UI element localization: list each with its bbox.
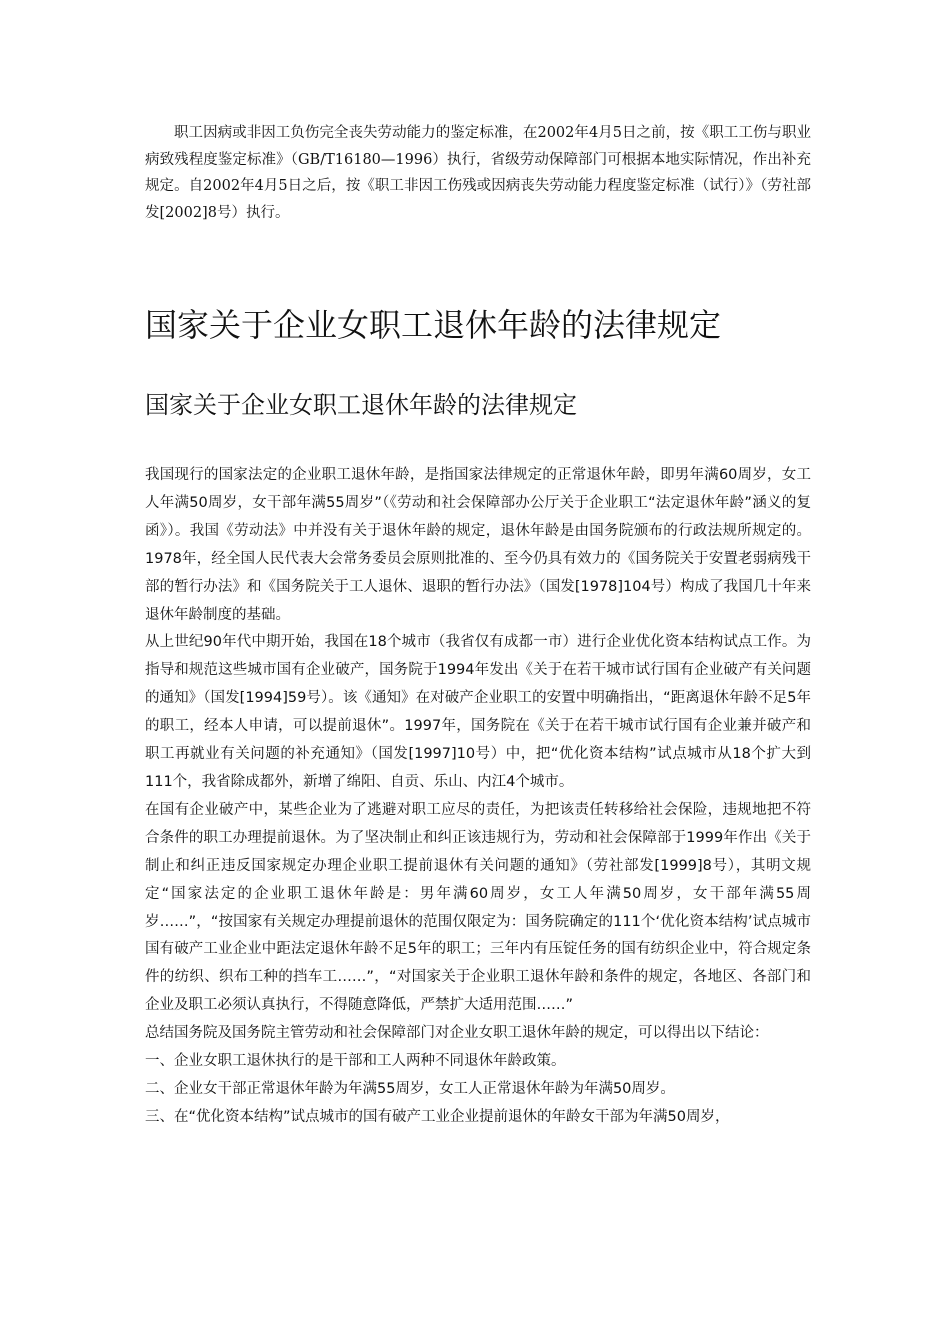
body-paragraph: 总结国务院及国务院主管劳动和社会保障部门对企业女职工退休年龄的规定，可以得出以下结论：	[145, 1025, 769, 1042]
conclusion-item: 一、企业女职工退休执行的是干部和工人两种不同退休年龄政策。	[145, 1053, 566, 1070]
conclusion-item: 二、企业女干部正常退休年龄为年满55周岁，女工人正常退休年龄为年满50周岁。	[145, 1080, 675, 1097]
body-paragraph: 从上世纪90年代中期开始，我国在18个城市（我省仅有成都一市）进行企业优化资本结构试点工作。为指导和规范这些城市国有企业破产，国务院于1994年发出《关于在若干城市试行国有企业破产有关问题的通知》（国发[1994]59号）。该《通知》在对破产企业职工的安置中明确指出，“距离退休年龄不足5年的职工，经本人申请，可以提前退休”。1997年，国务院在《关于在若干城市试行国有企业兼并破产和职工再就业有关问题的补充通知》（国发[1997]10号）中，把“优化资本结构”试点城市从18个扩大到111个，我省除成都外，新增了绵阳、自贡、乐山、内江4个城市。	[145, 634, 811, 790]
body-paragraph: 在国有企业破产中，某些企业为了逃避对职工应尽的责任，为把该责任转移给社会保险，违规地把不符合条件的职工办理提前退休。为了坚决制止和纠正该违规行为，劳动和社会保障部于1999年作出《关于制止和纠正违反国家规定办理企业职工提前退休有关问题的通知》（劳社部发[1999]8号），其明文规定“国家法定的企业职工退休年龄是：男年满60周岁，女工人年满50周岁，女干部年满55周岁……”，“按国家有关规定办理提前退休的范围仅限定为：国务院确定的111个‘优化资本结构’试点城市国有破产工业企业中距法定退休年龄不足5年的职工；三年内有压锭任务的国有纺织企业中，符合规定条件的纺织、织布工种的挡车工……”，“对国家关于企业职工退休年龄和条件的规定，各地区、各部门和企业及职工必须认真执行，不得随意降低，严禁扩大适用范围……”	[145, 801, 811, 1014]
body-paragraph: 我国现行的国家法定的企业职工退休年龄，是指国家法律规定的正常退休年龄，即男年满60周岁，女工人年满50周岁，女干部年满55周岁”（《劳动和社会保障部办公厅关于企业职工“法定退休年龄”涵义的复函》）。我国《劳动法》中并没有关于退休年龄的规定，退休年龄是由国务院颁布的行政法规所规定的。1978年，经全国人民代表大会常务委员会原则批准的、至今仍具有效力的《国务院关于安置老弱病残干部的暂行办法》和《国务院关于工人退休、退职的暂行办法》（国发[1978]104号）构成了我国几十年来退休年龄制度的基础。	[145, 467, 811, 623]
intro-paragraph: 职工因病或非因工负伤完全丧失劳动能力的鉴定标准，在2002年4月5日之前，按《职工工伤与职业病致残程度鉴定标准》（GB/T16180—1996）执行，省级劳动保障部门可根据本地实际情况，作出补充规定。自2002年4月5日之后，按《职工非因工伤残或因病丧失劳动能力程度鉴定标准（试行）》（劳社部发[2002]8号）执行。	[145, 125, 811, 221]
sub-heading: 国家关于企业女职工退休年龄的法律规定	[145, 391, 577, 419]
conclusion-item: 三、在“优化资本结构”试点城市的国有破产工业企业提前退休的年龄女干部为年满50周岁，	[145, 1108, 730, 1125]
main-heading: 国家关于企业女职工退休年龄的法律规定	[145, 306, 722, 344]
article-body	[145, 462, 811, 1132]
